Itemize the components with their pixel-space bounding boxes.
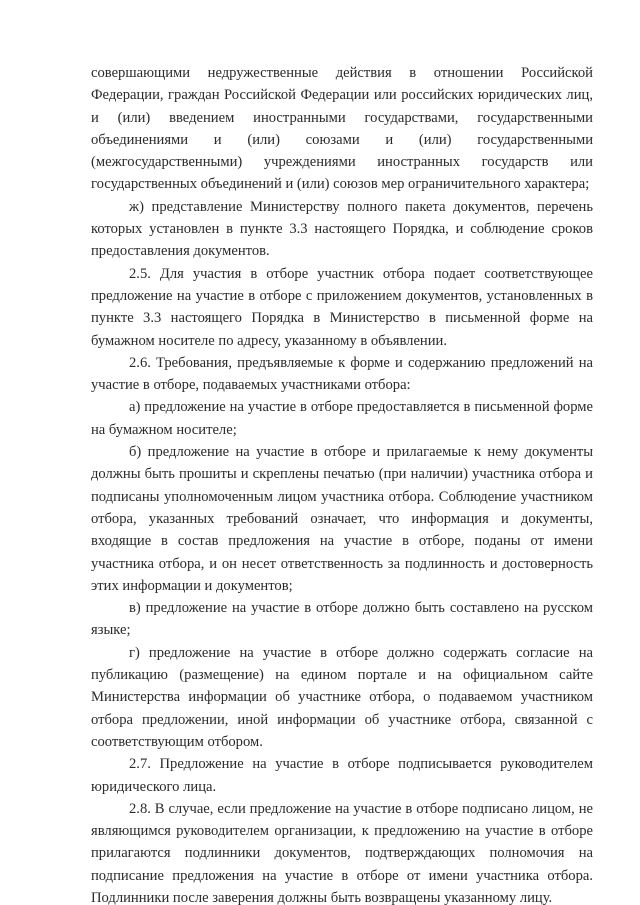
paragraph: г) предложение на участие в отборе должно содержать согласие на публикацию (размещение) на едином портале и на официальном сайте Министерства информации об участнике отбора, о подаваемом участником отбора предложении, иной информации об участнике отбора, связанной с соответствующим отбором. — [91, 644, 593, 750]
paragraph: 2.7. Предложение на участие в отборе подписывается руководителем юридического лица. — [91, 756, 593, 795]
paragraph: б) предложение на участие в отборе и прилагаемые к нему документы должны быть прошиты и скреплены печатью (при наличии) участника отбора и подписаны уполномоченным лицом участника отбора. Соблюдение участником отбора, указанных требований означает, что информация и документы, входящие в состав предложения на участие в отборе, поданы от имени участника отбора, и он несет ответственность за подлинность и достоверность этих информации и документов; — [91, 444, 593, 594]
paragraph: а) предложение на участие в отборе предоставляется в письменной форме на бумажном носителе; — [91, 399, 593, 438]
paragraph: совершающими недружественные действия в отношении Российской Федерации, граждан Российской Федерации или российских юридических лиц, и (или) введением иностранными государствами, государственными объединениями и (или) союзами и (или) государственными (межгосударственными) учреждениями иностранных государств или государственных объединений и (или) союзов мер ограничительного характера; — [91, 65, 593, 193]
paragraph: 2.8. В случае, если предложение на участие в отборе подписано лицом, не являющимся руководителем организации, к предложению на участие в отборе прилагаются подлинники документов, подтверждающих полномочия на подписание предложения на участие в отборе от имени участника отбора. Подлинники после заверения должны быть возвращены указанному лицу. — [91, 800, 593, 905]
paragraph: в) предложение на участие в отборе должно быть составлено на русском языке; — [91, 600, 593, 639]
document-text — [91, 62, 593, 905]
paragraph: 2.5. Для участия в отборе участник отбора подает соответствующее предложение на участие в отборе с приложением документов, установленных в пункте 3.3 настоящего Порядка в Министерство в письменной форме на бумажном носителе по адресу, указанному в объявлении. — [91, 265, 593, 349]
paragraph: 2.6. Требования, предъявляемые к форме и содержанию предложений на участие в отборе, подаваемых участниками отбора: — [91, 354, 593, 394]
paragraph: ж) представление Министерству полного пакета документов, перечень которых установлен в пункте 3.3 настоящего Порядка, и соблюдение сроков предоставления документов. — [91, 198, 593, 260]
